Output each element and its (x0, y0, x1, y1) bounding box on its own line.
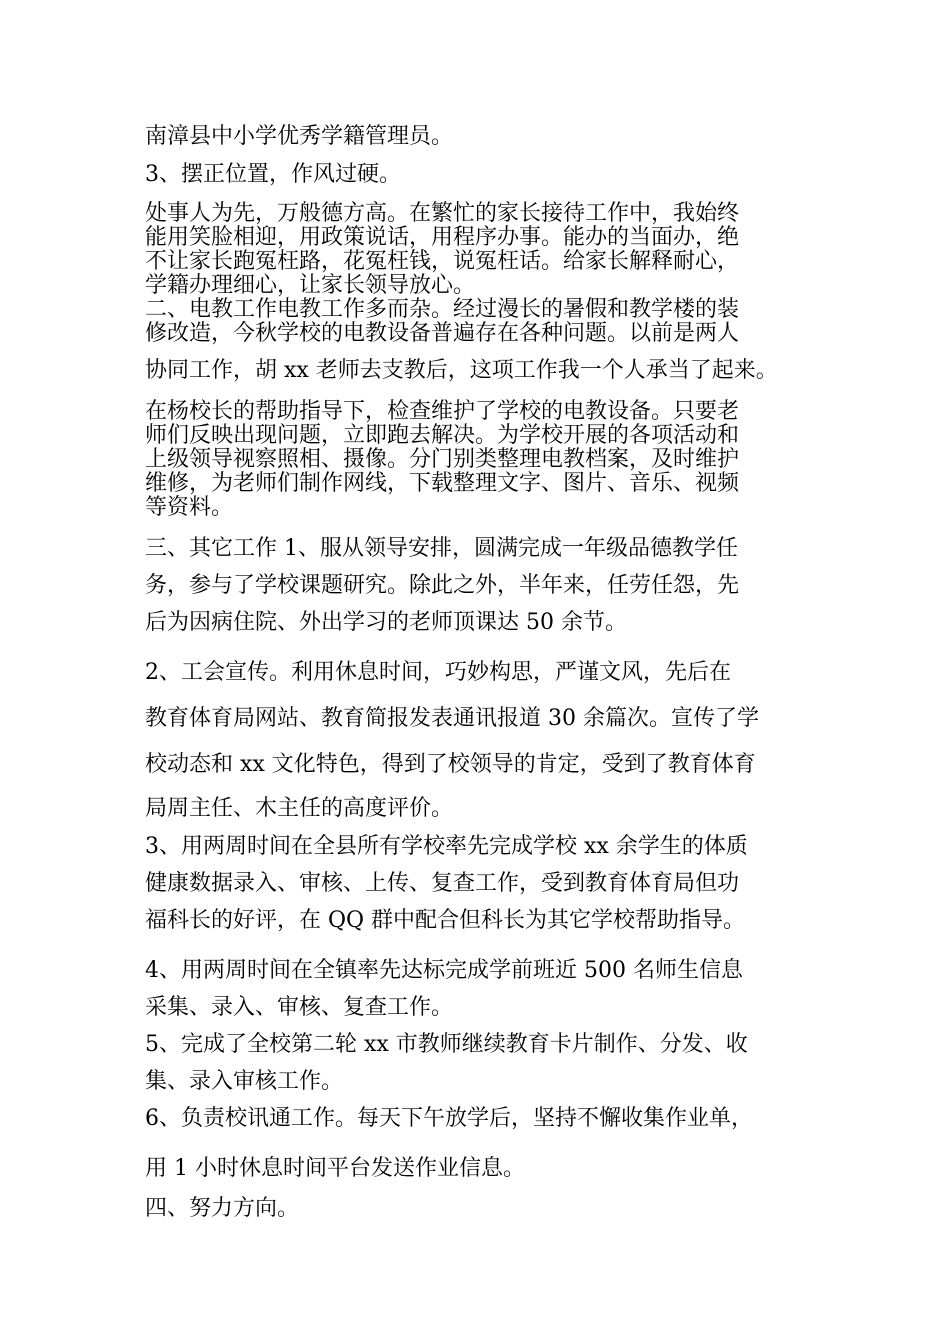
paragraph-15 (145, 1190, 815, 1227)
paragraph-10 (145, 828, 815, 939)
text-line: 上级领导视察照相、摄像。分门别类整理电教档案，及时维护 (145, 447, 740, 472)
text-line: 集、录入审核工作。 (145, 1069, 344, 1094)
paragraph-5 (145, 352, 815, 389)
text-line: 2、工会宣传。利用休息时间，巧妙构思，严谨文风，先后在 (145, 660, 731, 685)
text-line: 福科长的好评，在 QQ 群中配合但科长为其它学校帮助指导。 (145, 908, 746, 933)
text-line: 用 1 小时休息时间平台发送作业信息。 (145, 1156, 525, 1181)
text-line: 5、完成了全校第二轮 xx 市教师继续教育卡片制作、分发、收 (145, 1032, 748, 1057)
paragraph-4 (145, 298, 815, 346)
text-line: 学籍办理细心，让家长领导放心。 (145, 273, 476, 298)
paragraph-11 (145, 952, 815, 1026)
paragraph-9 (145, 790, 815, 827)
text-line: 处事人为先，万般德方高。在繁忙的家长接待工作中，我始终 (145, 201, 740, 226)
text-line: 维修，为老师们制作网线，下载整理文字、图片、音乐、视频 (145, 471, 740, 496)
paragraph-14 (145, 1150, 815, 1187)
text-line: 修改造，今秋学校的电教设备普遍存在各种问题。以前是两人 (145, 321, 740, 346)
text-line: 能用笑脸相迎，用政策说话，用程序办事。能办的当面办，绝 (145, 225, 740, 250)
text-line: 3、摆正位置，作风过硬。 (145, 162, 401, 187)
paragraph-12 (145, 1026, 815, 1100)
text-line: 师们反映出现问题，立即跑去解决。为学校开展的各项活动和 (145, 423, 740, 448)
text-line: 二、电教工作电教工作多而杂。经过漫长的暑假和教学楼的装 (145, 297, 740, 322)
text-line: 南漳县中小学优秀学籍管理员。 (145, 124, 454, 149)
paragraph-8 (145, 650, 815, 788)
paragraph-13 (145, 1100, 815, 1137)
text-line: 四、努力方向。 (145, 1196, 300, 1221)
text-line: 3、用两周时间在全县所有学校率先完成学校 xx 余学生的体质 (145, 834, 748, 859)
paragraph-6 (145, 400, 815, 520)
paragraph-7 (145, 530, 815, 641)
text-line: 教育体育局网站、教育简报发表通讯报道 30 余篇次。宣传了学 (145, 706, 759, 731)
text-line: 三、其它工作 1、服从领导安排，圆满完成一年级品德教学任 (145, 536, 738, 561)
paragraph-3 (145, 202, 815, 298)
text-line: 校动态和 xx 文化特色，得到了校领导的肯定，受到了教育体育 (145, 752, 756, 777)
text-line: 6、负责校讯通工作。每天下午放学后，坚持不懈收集作业单， (145, 1106, 753, 1131)
text-line: 后为因病住院、外出学习的老师顶课达 50 余节。 (145, 610, 627, 635)
text-line: 等资料。 (145, 495, 234, 520)
text-line: 不让家长跑冤枉路，花冤枉钱，说冤枉话。给家长解释耐心， (145, 249, 740, 274)
text-line: 局周主任、木主任的高度评价。 (145, 796, 454, 821)
paragraph-2 (145, 156, 815, 193)
text-line: 在杨校长的帮助指导下，检查维护了学校的电教设备。只要老 (145, 399, 740, 424)
text-line: 采集、录入、审核、复查工作。 (145, 995, 454, 1020)
paragraph-1 (145, 118, 815, 155)
text-line: 4、用两周时间在全镇率先达标完成学前班近 500 名师生信息 (145, 958, 743, 983)
text-line: 务，参与了学校课题研究。除此之外，半年来，任劳任怨，先 (145, 573, 740, 598)
text-line: 健康数据录入、审核、上传、复查工作，受到教育体育局但功 (145, 871, 740, 896)
text-line: 协同工作，胡 xx 老师去支教后，这项工作我一个人承当了起来。 (145, 358, 778, 383)
